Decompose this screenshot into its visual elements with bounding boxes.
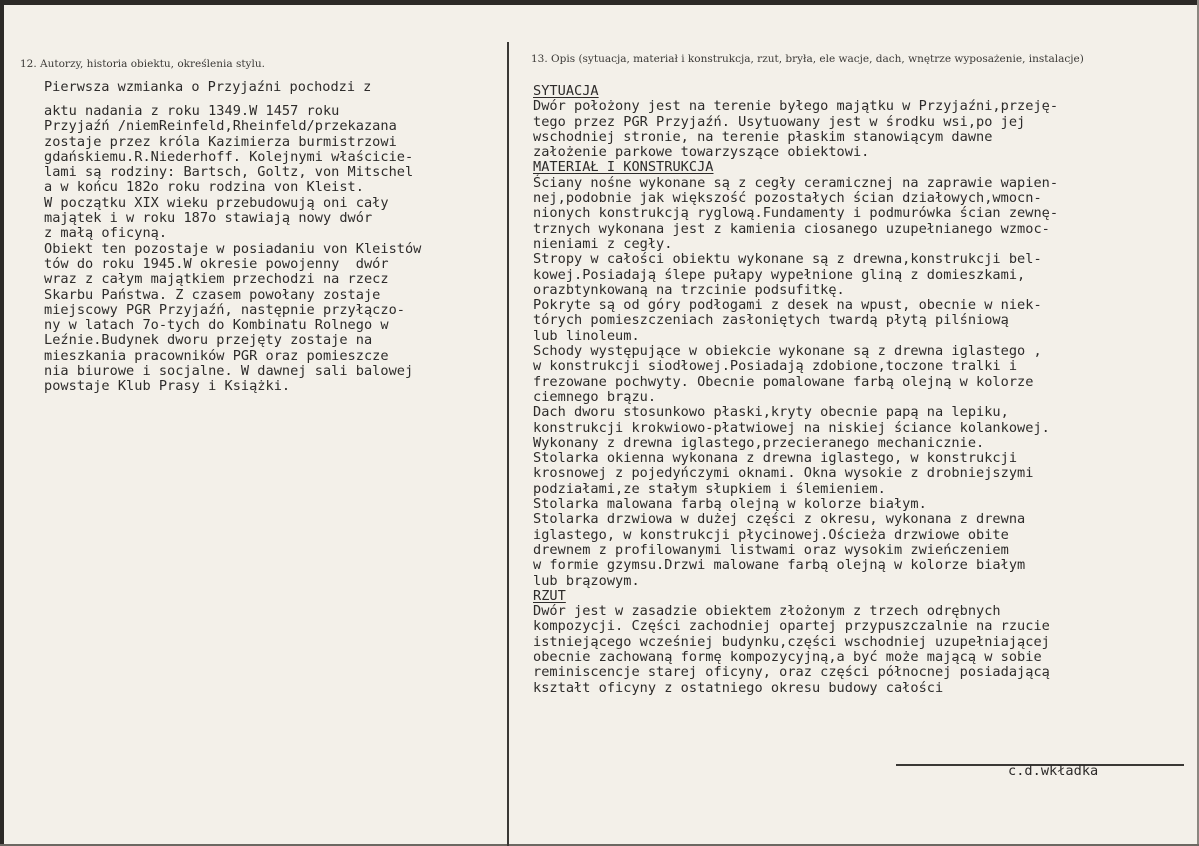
description-line: tórych pomieszczeniach zasłoniętych twardą płytą pilśniową — [533, 312, 1009, 329]
history-text — [44, 104, 499, 395]
description-line: obecnie zachowaną formę kompozycyjną,a być może mającą w sobie — [533, 648, 1042, 665]
heading-sytuacja: SYTUACJA — [533, 83, 599, 99]
description-line: lub brązowym. — [533, 572, 640, 589]
history-line: z małą oficyną. — [44, 225, 168, 242]
description-line: Dwór jest w zasadzie obiektem złożonym z trzech odrębnych — [533, 603, 1001, 620]
description-line: w konstrukcji siodłowej.Posiadają zdobione,toczone tralki i — [533, 358, 1018, 375]
history-line: nia biurowe i socjalne. W dawnej sali balowej — [44, 363, 414, 380]
description-line: reminiscencje starej oficyny, oraz części północnej posiadającą — [533, 664, 1050, 681]
history-line: a w końcu 182o roku rodzina von Kleist. — [44, 179, 364, 196]
description-line: tego przez PGR Przyjaźń. Usytuowany jest w środku wsi,po jej — [533, 113, 1026, 130]
description-line: nej,podobnie jak większość pozostałych ścian działowych,wmocn- — [533, 190, 1042, 207]
history-line: majątek i w roku 187o stawiają nowy dwór — [44, 210, 373, 227]
description-line: Pokryte są od góry podłogami z desek na wpust, obecnie w niek- — [533, 297, 1042, 314]
scan-border-left — [0, 0, 4, 846]
history-line: ny w latach 7o-tych do Kombinatu Rolnego w — [44, 317, 389, 334]
description-line: w formie gzymsu.Drzwi malowane farbą olejną w kolorze białym — [533, 557, 1026, 574]
column-divider — [507, 42, 509, 846]
history-line: Obiekt ten pozostaje w posiadaniu von Kleistów — [44, 240, 422, 257]
description-line: lub linoleum. — [533, 327, 640, 344]
description-line: nionych konstrukcją ryglową.Fundamenty i podmurówka ścian zewnę- — [533, 205, 1059, 222]
description-line: Ściany nośne wykonane są z cegły ceramicznej na zaprawie wapien- — [533, 174, 1059, 191]
description-text — [533, 84, 1193, 696]
description-line: Dwór położony jest na terenie byłego majątku w Przyjaźni,przeję- — [533, 98, 1059, 115]
description-line: Schody występujące w obiekcie wykonane są z drewna iglastego , — [533, 343, 1042, 360]
description-line: trznych wykonana jest z kamienia ciosanego uzupełnianego wzmoc- — [533, 220, 1050, 237]
description-line: orazbtynkowaną na trzcinie podsufitkę. — [533, 281, 845, 298]
continuation-note: c.d.wkładka — [1008, 763, 1099, 779]
description-line: nieniami z cegły. — [533, 235, 673, 252]
description-line: kompozycji. Części zachodniej opartej przypuszczalnie na rzucie — [533, 618, 1050, 635]
description-line: konstrukcji krokwiowo-płatwiowej na niskiej ściance kolankowej. — [533, 419, 1050, 436]
history-line: wraz z całym majątkiem przechodzi na rzecz — [44, 271, 389, 288]
description-line: krosnowej z pojedyńczymi oknami. Okna wysokie z drobniejszymi — [533, 465, 1034, 482]
history-line: W początku XIX wieku przebudowują oni cały — [44, 194, 389, 211]
description-line: istniejącego wcześniej budynku,części wschodniej uzupełniającej — [533, 633, 1050, 650]
history-line: tów do roku 1945.W okresie powojenny dwór — [44, 255, 389, 272]
history-line: mieszkania pracowników PGR oraz pomieszcze — [44, 347, 389, 364]
history-line: Skarbu Państwa. Z czasem powołany zostaje — [44, 286, 381, 303]
description-line: Stolarka okienna wykonana z drewna iglastego, w konstrukcji — [533, 450, 1018, 467]
history-line: Leźnie.Budynek dworu przejęty zostaje na — [44, 332, 373, 349]
history-line: powstaje Klub Prasy i Książki. — [44, 378, 291, 395]
scan-border-top — [0, 0, 1199, 5]
history-line: zostaje przez króla Kazimierza burmistrzowi — [44, 133, 397, 150]
description-line: kształt oficyny z ostatniego okresu budowy całości — [533, 679, 944, 696]
history-line: gdańskiemu.R.Niederhoff. Kolejnymi właściciе- — [44, 148, 414, 165]
description-line: kowej.Posiadają ślepe pułapy wypełnione gliną z domieszkami, — [533, 266, 1026, 283]
description-line: iglastego, w konstrukcji płycinowej.Ościeża drzwiowe obite — [533, 526, 1009, 543]
description-line: Stolarka drzwiowa w dużej części z okresu, wykonana z drewna — [533, 511, 1026, 528]
description-line: ciemnego brązu. — [533, 388, 657, 405]
description-line: frezowane pochwyty. Obecnie pomalowane farbą olejną w kolorze — [533, 373, 1034, 390]
description-line: Dach dworu stosunkowo płaski,kryty obecnie papą na lepiku, — [533, 404, 1009, 421]
description-line: Stolarka malowana farbą olejną w kolorze białym. — [533, 496, 927, 513]
heading-rzut: RZUT — [533, 587, 566, 604]
history-line: lami są rodziny: Bartsch, Goltz, von Mitschel — [44, 164, 414, 181]
history-line: Przyjaźń /niemReinfeld,Rheinfeld/przekazana — [44, 118, 397, 135]
description-line: założenie parkowe towarzyszące obiektowi. — [533, 144, 870, 161]
history-first-line: Pierwsza wzmianka o Przyjaźni pochodzi z — [44, 79, 372, 95]
right-section-header: 13. Opis (sytuacja, materiał i konstrukcja, rzut, bryła, ele wacje, dach, wnętrze wyposażenie, instalacje) — [531, 53, 1084, 65]
left-section-header: 12. Autorzy, historia obiektu, określenia stylu. — [20, 58, 265, 70]
description-line: Wykonany z drewna iglastego,przecieranego mechanicznie. — [533, 434, 985, 451]
description-line: drewnem z profilowanymi listwami oraz wysokim zwieńczeniem — [533, 541, 1009, 558]
description-line: Stropy w całości obiektu wykonane są z drewna,konstrukcji bel- — [533, 251, 1042, 268]
history-line: miejscowy PGR Przyjaźń, następnie przyłączo- — [44, 301, 405, 318]
description-line: podziałami,ze stałym słupkiem i ślemieniem. — [533, 480, 886, 497]
description-line: wschodniej stronie, na terenie płaskim stanowiącym dawne — [533, 128, 993, 145]
history-line: aktu nadania z roku 1349.W 1457 roku — [44, 103, 340, 119]
heading-material-konstrukcja: MATERIAŁ I KONSTRUKCJA — [533, 159, 714, 176]
